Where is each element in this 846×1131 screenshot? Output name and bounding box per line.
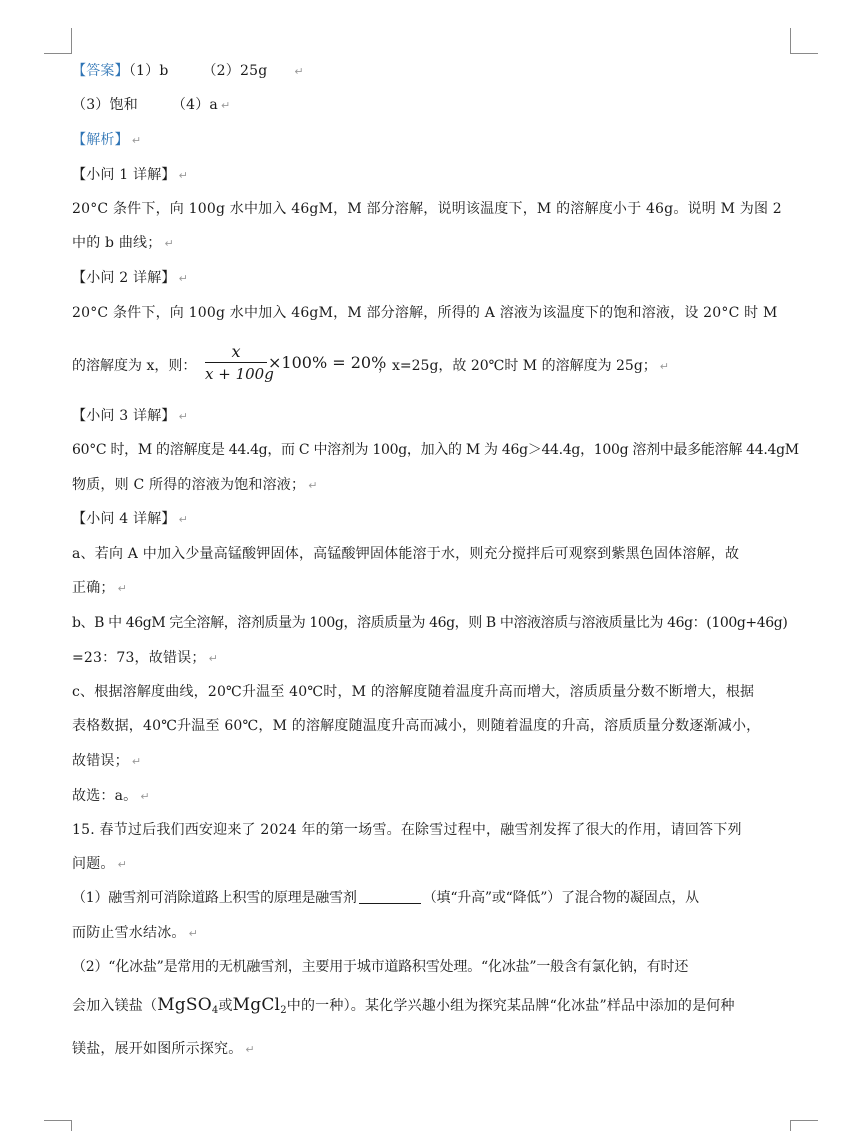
sub1-text-line-2: [72, 233, 792, 254]
fraction-result: ×100% = 20%: [268, 353, 387, 372]
sub2-line1: 20°C 条件下，向 100g 水中加入 46gM，M 部分溶解，所得的 A 溶液为该温度下的饱和溶液，设 20°C 时 M: [72, 305, 778, 321]
q15-part1-line-2: [72, 923, 792, 944]
sub3-text-line-1: [72, 440, 799, 460]
paragraph-mark: ↵: [140, 790, 150, 803]
solubility-fraction: [205, 340, 274, 386]
option-b-text-1: b、B 中 46gM 完全溶解，溶剂质量为 100g，溶质质量为 46g，则 B 中溶液溶质与溶液质量比为 46g：(100g+46g): [72, 615, 788, 631]
sub3-heading-text: 【小问 3 详解】: [72, 408, 176, 424]
q15-part1-line-1: [72, 888, 792, 908]
paragraph-mark: ↵: [178, 272, 189, 285]
sub1-text-line-1: [72, 199, 792, 219]
crop-mark-top-right: [790, 28, 818, 54]
q15-line-1: [72, 820, 792, 840]
paragraph-mark: ↵: [117, 858, 128, 871]
paragraph-mark: ↵: [294, 65, 304, 78]
formula-mgcl2-base: MgCl: [232, 995, 281, 1015]
sub4-c-line-1: [72, 682, 792, 702]
answer-q1: （1）b: [128, 63, 169, 79]
analysis-label: 【解析】: [72, 132, 129, 148]
sub2-heading: [72, 268, 792, 289]
sub3-line1: 60°C 时，M 的溶解度是 44.4g，而 C 中溶剂为 100g，加入的 M 为 46g＞44.4g，100g 溶剂中最多能溶解 44.4gM: [72, 442, 799, 458]
paragraph-mark: ↵: [164, 237, 174, 250]
q15-line-2: [72, 854, 792, 875]
formula-mgcl2: [233, 995, 287, 1015]
paragraph-mark: ↵: [117, 582, 128, 595]
sub4-choice-line: [72, 786, 792, 807]
sub4-c-line-2: [72, 716, 792, 736]
paragraph-mark: ↵: [659, 360, 670, 373]
answer-blank[interactable]: [359, 889, 421, 904]
option-a-text-1: a、若向 A 中加入少量高锰酸钾固体，高锰酸钾固体能溶于水，则充分搅拌后可观察到紫黑色固体溶解，故: [72, 546, 740, 562]
sub4-c-line-3: [72, 751, 792, 772]
sub2-line2-tail: ，x=25g，故 20℃时 M 的溶解度为 25g；: [378, 358, 657, 374]
q15-part2-text-b2: 中的一种）。某化学兴趣小组为探究某品牌“化冰盐”样品中添加的是何种: [286, 998, 735, 1014]
paragraph-mark: ↵: [178, 410, 189, 423]
option-c-text-3: 故错误；: [72, 753, 129, 769]
answer-q4: （4）a: [171, 97, 218, 113]
q15-part2-text-a: （2）“化冰盐”是常用的无机融雪剂，主要用于城市道路积雪处理。“化冰盐”一般含有氯化钠，有时还: [72, 959, 689, 975]
sub1-heading: [72, 165, 792, 186]
sub3-text-line-2: [72, 475, 792, 496]
formula-mgso4: [157, 995, 218, 1015]
sub2-heading-text: 【小问 2 详解】: [72, 270, 176, 286]
sub2-text-line-1: [72, 303, 792, 323]
sub4-a-line-1: [72, 544, 792, 564]
sub4-b-line-1: [72, 613, 792, 633]
q15-part2-text-c: 镁盐，展开如图所示探究。: [72, 1041, 243, 1057]
answer-line-1: [72, 61, 792, 82]
crop-mark-top-left: [44, 28, 72, 54]
q15-part1-text-c: 而防止雪水结冰。: [72, 925, 186, 941]
formula-mgcl2-sub: 2: [280, 1005, 287, 1016]
paragraph-mark: ↵: [245, 1043, 255, 1056]
sub2-line2-tail-wrap: [378, 355, 669, 375]
sub4-b-line-2: [72, 648, 792, 669]
option-b-text-2: =23：73，故错误；: [72, 650, 206, 666]
q15-part2-text-b1: 会加入镁盐（: [72, 998, 158, 1014]
formula-mgso4-sub: 4: [211, 1005, 219, 1016]
option-c-text-1: c、根据溶解度曲线，20℃升温至 40℃时，M 的溶解度随着温度升高而增大，溶质质量分数不断增大，根据: [72, 684, 755, 700]
paragraph-mark: ↵: [188, 927, 199, 940]
analysis-heading: [72, 130, 792, 151]
sub1-line1: 20°C 条件下，向 100g 水中加入 46gM，M 部分溶解，说明该温度下，M 的溶解度小于 46g。说明 M 为图 2: [72, 201, 782, 217]
paragraph-mark: ↵: [178, 169, 189, 182]
q15-part1-text-b: （填“升高”或“降低”）了混合物的凝固点，从: [422, 890, 699, 906]
q15-part2-line-2: [72, 995, 792, 1016]
sub3-line2: 物质，则 C 所得的溶液为饱和溶液；: [72, 477, 306, 493]
paragraph-mark: ↵: [178, 513, 189, 526]
answer-label: 【答案】: [72, 63, 129, 79]
paragraph-mark: ↵: [131, 134, 142, 147]
answer-q3: （3）饱和: [72, 97, 138, 113]
answer-line-2: [72, 95, 792, 116]
final-choice: 故选：a。: [72, 788, 138, 804]
option-a-text-2: 正确；: [72, 580, 115, 596]
crop-mark-bottom-left: [44, 1120, 72, 1131]
sub2-formula-line: [72, 340, 792, 388]
q15-stem-2: 问题。: [72, 856, 115, 872]
sub2-line2-pre: 的溶解度为 x，则：: [72, 358, 197, 374]
q15-part2-line-1: [72, 957, 792, 977]
crop-mark-bottom-right: [790, 1120, 818, 1131]
q15-part2-line-3: [72, 1039, 792, 1060]
sub1-line2: 中的 b 曲线；: [72, 235, 162, 251]
sub3-heading: [72, 406, 792, 427]
option-c-text-2: 表格数据，40℃升温至 60℃，M 的溶解度随温度升高而减小，则随着温度的升高，溶质质量分数逐渐减小，: [72, 718, 761, 734]
formula-mgso4-base: MgSO: [157, 995, 212, 1015]
q15-part2-or: 或: [218, 998, 233, 1014]
sub1-heading-text: 【小问 1 详解】: [72, 167, 176, 183]
paragraph-mark: ↵: [220, 99, 231, 112]
sub4-heading: [72, 509, 792, 530]
sub4-heading-text: 【小问 4 详解】: [72, 511, 176, 527]
answer-q2: （2）25g: [202, 63, 268, 79]
paragraph-mark: ↵: [308, 479, 318, 492]
paragraph-mark: ↵: [131, 755, 142, 768]
fraction-bar: [205, 362, 267, 363]
fraction-numerator: x: [231, 342, 241, 361]
fraction-denominator: x + 100g: [205, 365, 274, 383]
sub4-a-line-2: [72, 578, 792, 599]
paragraph-mark: ↵: [208, 652, 218, 665]
q15-part1-text-a: （1）融雪剂可消除道路上积雪的原理是融雪剂: [72, 890, 357, 906]
q15-stem-1: 15. 春节过后我们西安迎来了 2024 年的第一场雪。在除雪过程中，融雪剂发挥了很大的作用，请回答下列: [72, 822, 742, 838]
